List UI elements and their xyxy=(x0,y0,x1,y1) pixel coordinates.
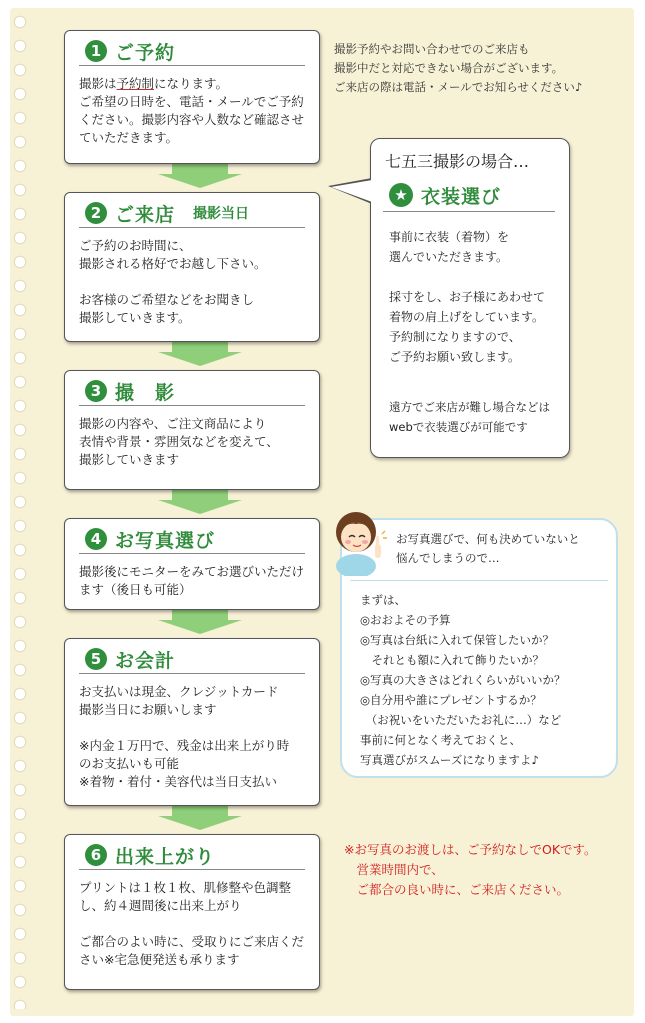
step-text xyxy=(79,75,307,147)
flow-arrow xyxy=(150,610,250,636)
step-completion xyxy=(64,834,320,990)
advice-heading: お写真選びで、何も決めていないと 悩んでしまうので… xyxy=(396,532,580,565)
step-header xyxy=(79,199,305,228)
step-text: お支払いは現金、クレジットカード 撮影当日にお願いします ※内金１万円で、残金は出来上がり時 のお支払いも可能 ※着物・着付・美容代は当日支払い xyxy=(79,684,290,789)
step-title: 出来上がり xyxy=(115,845,216,868)
flow-arrow xyxy=(150,806,250,832)
advice-divider xyxy=(350,580,608,581)
bubble-tail-fill xyxy=(331,180,372,202)
flow-arrow xyxy=(150,490,250,516)
star-icon: ★ xyxy=(389,183,413,207)
step-number: 1 xyxy=(85,40,107,62)
step-number: 2 xyxy=(85,202,107,224)
step-number: 6 xyxy=(85,844,107,866)
binder-holes xyxy=(12,14,28,1009)
shichigosan-bubble xyxy=(370,138,570,458)
bubble-note: 遠方でご来店が難し場合などは webで衣装選びが可能です xyxy=(389,400,550,434)
staff-girl-illustration xyxy=(326,504,390,576)
delivery-notice: ※お写真のお渡しは、ご予約なしでOKです。 営業時間内で、 ご都合の良い時に、ご来店ください。 xyxy=(344,842,597,897)
step-payment xyxy=(64,638,320,806)
reservation-emphasis: 予約制 xyxy=(116,76,155,91)
step-header xyxy=(79,37,305,66)
bubble-text: 事前に衣装（着物）を 選んでいただきます。 採寸をし、お子様にあわせて 着物の肩上げをしています。 予約制になりますので、 ご予約お願い致します。 xyxy=(389,230,546,364)
step-visit xyxy=(64,192,320,342)
flow-arrow xyxy=(150,342,250,368)
advice-text: まずは、 ◎おおよその予算 ◎写真は台紙に入れて保管したいか？ それとも額に入れて飾りたいか？ ◎写真の大きさはどれくらいがいいか？ ◎自分用や誰にプレゼントするか？ （お祝いをいただいたお礼に…）など 事前に何となく考えておくと、 写真選びがスムーズになりますよ♪ xyxy=(360,593,566,767)
step-text: 撮影後にモニターをみてお選びいただけます（後日も可能） xyxy=(79,564,305,597)
step-number: 4 xyxy=(85,528,107,550)
step-photo-selection xyxy=(64,518,320,610)
step-text: プリントは１枚１枚、肌修整や色調整し、約４週間後に出来上がり ご都合のよい時に、受取りにご来店ください※宅急便発送も承ります xyxy=(79,880,305,967)
step-photography xyxy=(64,370,320,490)
step-number: 3 xyxy=(85,380,107,402)
step-title: お写真選び xyxy=(115,529,216,552)
step-reservation xyxy=(64,30,320,164)
step-title: 撮 影 xyxy=(115,381,176,404)
step-header xyxy=(79,525,305,554)
step-title: ご予約 xyxy=(115,41,176,64)
bubble-header xyxy=(383,179,555,212)
step-header xyxy=(79,841,305,870)
bubble-heading: 衣装選び xyxy=(421,185,502,208)
step-number: 5 xyxy=(85,648,107,670)
step-subtitle: 撮影当日 xyxy=(193,206,250,222)
step-header xyxy=(79,377,305,406)
step-text-part: 撮影は xyxy=(79,76,117,91)
bubble-title: 七五三撮影の場合… xyxy=(385,152,530,171)
step-text-part: になります。 ご希望の日時を、電話・メールでご予約ください。撮影内容や人数など確認させていただきます。 xyxy=(79,76,305,145)
step-text: ご予約のお時間に、 撮影される格好でお越し下さい。 お客様のご希望などをお聞きし 撮影していきます。 xyxy=(79,238,267,325)
step-title: ご来店 xyxy=(115,203,176,226)
step-header xyxy=(79,645,305,674)
flow-arrow xyxy=(150,164,250,190)
visit-notice: 撮影予約やお問い合わせでのご来店も 撮影中だと対応できない場合がございます。 ご来店の際は電話・メールでお知らせください♪ xyxy=(334,42,583,94)
step-text: 撮影の内容や、ご注文商品により 表情や背景・雰囲気などを変えて、 撮影していきます xyxy=(79,416,279,467)
step-title: お会計 xyxy=(115,649,176,672)
